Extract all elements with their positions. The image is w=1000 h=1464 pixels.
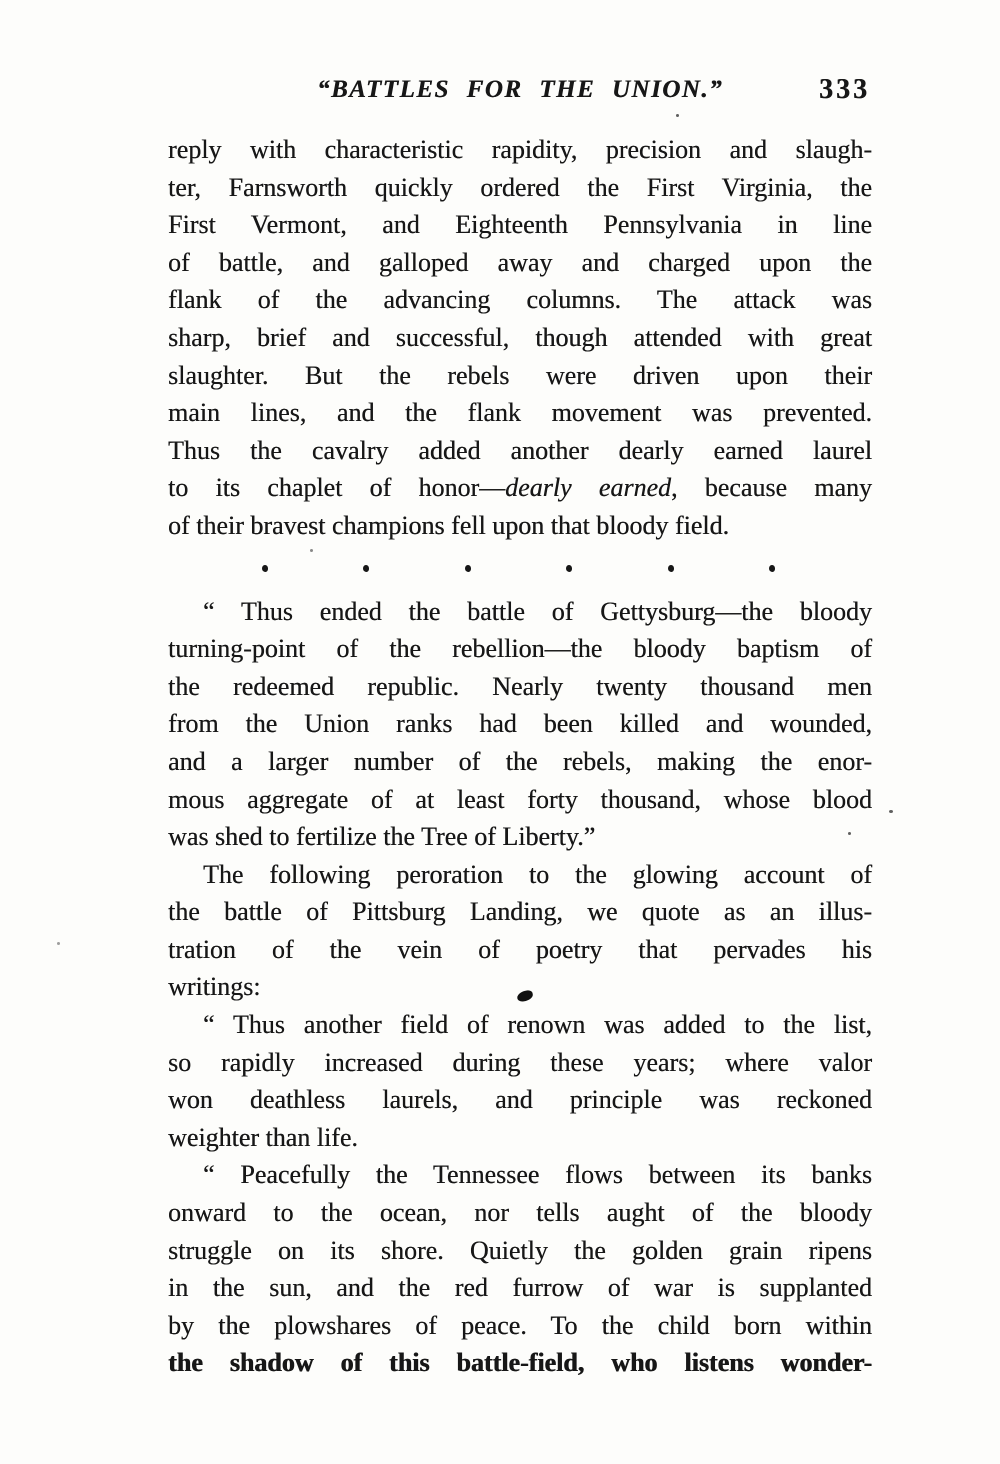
- text-segment: turning-point of the rebellion—the bloody baptism of: [168, 634, 872, 664]
- scan-speck: [676, 114, 679, 117]
- text-line: [168, 1119, 872, 1157]
- text-segment: from the Union ranks had been killed and wounded,: [168, 709, 872, 739]
- text-segment: and a larger number of the rebels, making the enor-: [168, 746, 872, 776]
- text-segment: , because many: [670, 473, 872, 503]
- text-segment: main lines, and the flank movement was prevented.: [168, 398, 872, 428]
- text-segment: flank of the advancing columns. The attack was: [168, 285, 872, 315]
- text-line: [168, 507, 872, 545]
- text-line: [168, 432, 872, 470]
- separator-dot: [262, 565, 268, 572]
- text-segment: First Vermont, and Eighteenth Pennsylvania in line: [168, 210, 872, 240]
- separator-dot: [769, 565, 775, 572]
- text-line: [168, 1194, 872, 1232]
- text-segment: The following peroration to the glowing account of: [203, 859, 872, 889]
- text-segment: so rapidly increased during these years; where valor: [168, 1047, 872, 1077]
- text-line: [168, 244, 872, 282]
- text-line: [168, 1081, 872, 1119]
- text-segment: the redeemed republic. Nearly twenty thousand men: [168, 671, 872, 701]
- separator-dot: [465, 565, 471, 572]
- text-line: [168, 1344, 872, 1382]
- section-separator-dots: [168, 545, 872, 593]
- text-line: [168, 1269, 872, 1307]
- text-segment: “ Thus ended the battle of Gettysburg—the bloody: [203, 596, 872, 626]
- text-line: [168, 206, 872, 244]
- paragraph: [168, 593, 872, 856]
- text-segment: the shadow of this battle-field, who listens wonder-: [168, 1348, 872, 1378]
- text-segment: to its chaplet of honor—: [168, 473, 506, 503]
- scan-speck: [57, 942, 60, 945]
- text-segment: onward to the ocean, nor tells aught of the bloody: [168, 1198, 872, 1228]
- text-segment: struggle on its shore. Quietly the golden grain ripens: [168, 1235, 872, 1265]
- text-line: [168, 931, 872, 969]
- text-line: [168, 1044, 872, 1082]
- text-line: [168, 1156, 872, 1194]
- text-line: [168, 630, 872, 668]
- text-line: [168, 856, 872, 894]
- page-number: 333: [819, 74, 870, 105]
- italic-phrase: dearly earned: [505, 473, 671, 503]
- text-line: [168, 893, 872, 931]
- text-segment: writings:: [168, 972, 261, 1002]
- text-segment: sharp, brief and successful, though attended with great: [168, 322, 872, 352]
- text-line: [168, 319, 872, 357]
- paragraph: [168, 1006, 872, 1156]
- text-line: [168, 593, 872, 631]
- text-line: [168, 281, 872, 319]
- text-segment: by the plowshares of peace. To the child born within: [168, 1310, 872, 1340]
- text-line: [168, 469, 872, 507]
- scan-speck: [310, 549, 313, 552]
- running-head: [168, 76, 872, 112]
- text-line: [168, 1307, 872, 1345]
- text-line: [168, 131, 872, 169]
- text-line: [168, 394, 872, 432]
- text-line: [168, 743, 872, 781]
- text-segment: of their bravest champions fell upon that bloody field.: [168, 510, 730, 540]
- text-block: [168, 131, 872, 1382]
- text-segment: Thus the cavalry added another dearly earned laurel: [168, 435, 872, 465]
- text-segment: slaughter. But the rebels were driven upon their: [168, 360, 872, 390]
- text-segment: weighter than life.: [168, 1122, 358, 1152]
- text-segment: “ Peacefully the Tennessee flows between its banks: [203, 1160, 872, 1190]
- text-segment: of battle, and galloped away and charged upon the: [168, 247, 872, 277]
- text-segment: tration of the vein of poetry that pervades his: [168, 934, 872, 964]
- text-line: [168, 357, 872, 395]
- text-line: [168, 668, 872, 706]
- text-segment: “ Thus another field of renown was added to the list,: [203, 1010, 872, 1040]
- paragraph: [168, 1156, 872, 1382]
- text-segment: reply with characteristic rapidity, precision and slaugh-: [168, 135, 872, 164]
- text-line: [168, 1006, 872, 1044]
- text-line: [168, 705, 872, 743]
- text-line: [168, 818, 872, 856]
- paragraph: [168, 131, 872, 545]
- text-segment: the battle of Pittsburg Landing, we quote as an illus-: [168, 897, 872, 927]
- text-segment: ter, Farnsworth quickly ordered the First Virginia, the: [168, 172, 872, 202]
- scan-speck: [848, 832, 851, 835]
- separator-dot: [566, 565, 572, 572]
- scan-speck: [889, 810, 893, 813]
- text-line: [168, 781, 872, 819]
- text-segment: won deathless laurels, and principle was reckoned: [168, 1085, 872, 1115]
- text-segment: mous aggregate of at least forty thousand, whose blood: [168, 784, 872, 814]
- text-segment: was shed to fertilize the Tree of Liberty.”: [168, 822, 596, 852]
- text-line: [168, 169, 872, 207]
- paragraph: [168, 856, 872, 1006]
- separator-dot: [363, 565, 369, 572]
- text-line: [168, 1232, 872, 1270]
- separator-dot: [668, 565, 674, 572]
- running-head-title: “BATTLES FOR THE UNION.”: [316, 76, 724, 103]
- text-segment: in the sun, and the red furrow of war is supplanted: [168, 1273, 872, 1303]
